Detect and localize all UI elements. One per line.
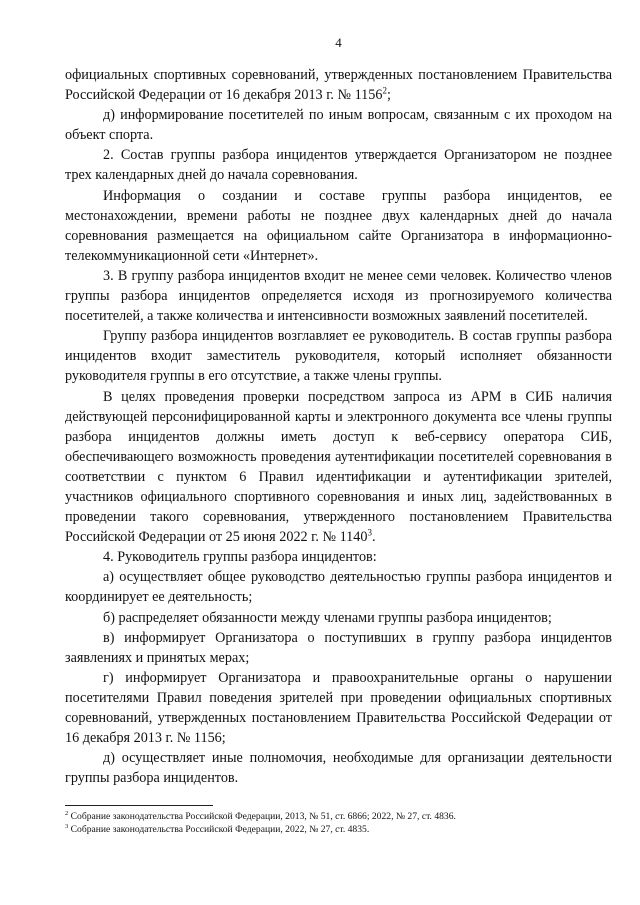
footnote-divider [65,805,213,806]
paragraph-text: официальных спортивных соревнований, утвержденных постановлением Правительства Российской Федерации от 16 декабря 2013 г. № 1156 [65,67,612,104]
paragraph-item-d: д) осуществляет иные полномочия, необходимые для организации деятельности группы разбора инцидентов. [65,750,612,787]
paragraph-item-v: в) информирует Организатора о поступивших в группу разбора инцидентов заявлениях и принятых мерах; [65,629,612,666]
paragraph-verification [65,387,612,548]
footnote-3 [65,823,612,836]
paragraph-punctuation: ; [386,87,391,104]
document-body [65,65,612,788]
page-number: 4 [335,35,342,50]
paragraph-section-4: 4. Руководитель группы разбора инцидентов: [103,549,377,566]
footnote-mark: 3 [65,823,69,831]
paragraph-item-b: б) распределяет обязанности между членами группы разбора инцидентов; [103,609,552,626]
paragraph-item-g: г) информирует Организатора и правоохранительные органы о нарушении посетителями Правил поведения зрителей при проведении официальных спортивных соревнований, утвержденных постановлением Правительства Российской Федерации от 16 декабря 2013 г. № 1156; [65,669,612,747]
footnote-reference-2[interactable]: 2 [382,85,387,96]
paragraph-punctuation: . [371,529,376,546]
paragraph-section-3: 3. В группу разбора инцидентов входит не менее семи человек. Количество членов группы разбора инцидентов определяется исходя из прогнозируемого количества посетителей, а также количества и интенсивности возможных заявлений посетителей. [65,267,612,325]
paragraph-continuation [65,65,612,105]
paragraph-text: В целях проведения проверки посредством запроса из АРМ в СИБ наличия действующей персонифицированной карты и электронного документа все члены группы разбора инцидентов должны иметь доступ к веб-сервису оператора СИБ, обеспечивающего возможность проведения аутентификации посетителей соревнования в соответствии с пунктом 6 Правил идентификации и аутентификации зрителей, участников официального спортивного соревнования и иных лиц, задействованных в проведении такого соревнования, утвержденного постановлением Правительства Российской Федерации от 25 июня 2022 г. № 1140 [65,388,612,546]
paragraph-item-a: а) осуществляет общее руководство деятельностью группы разбора инцидентов и координирует ее деятельность; [65,569,612,606]
footnote-reference-3[interactable]: 3 [367,527,372,538]
footnote-mark: 2 [65,810,69,818]
paragraph-section-2: 2. Состав группы разбора инцидентов утверждается Организатором не позднее трех календарных дней до начала соревнования. [65,147,612,184]
paragraph-item-d-info: д) информирование посетителей по иным вопросам, связанным с их проходом на объект спорта. [65,107,612,144]
footnote-text: Собрание законодательства Российской Федерации, 2013, № 51, ст. 6866; 2022, № 27, ст. 4836. [70,811,456,823]
paragraph-information-placement: Информация о создании и составе группы разбора инцидентов, ее местонахождении, времени работы не позднее двух календарных дней до начала соревнования размещается на официальном сайте Организатора в информационно-телекоммуникационной сети «Интернет». [65,187,612,264]
footnote-text: Собрание законодательства Российской Федерации, 2022, № 27, ст. 4835. [70,824,370,836]
paragraph-group-head: Группу разбора инцидентов возглавляет ее руководитель. В состав группы разбора инцидентов входит заместитель руководителя, который исполняет обязанности руководителя группы в его отсутствие, а также члены группы. [65,328,612,385]
footnote-2 [65,810,612,823]
